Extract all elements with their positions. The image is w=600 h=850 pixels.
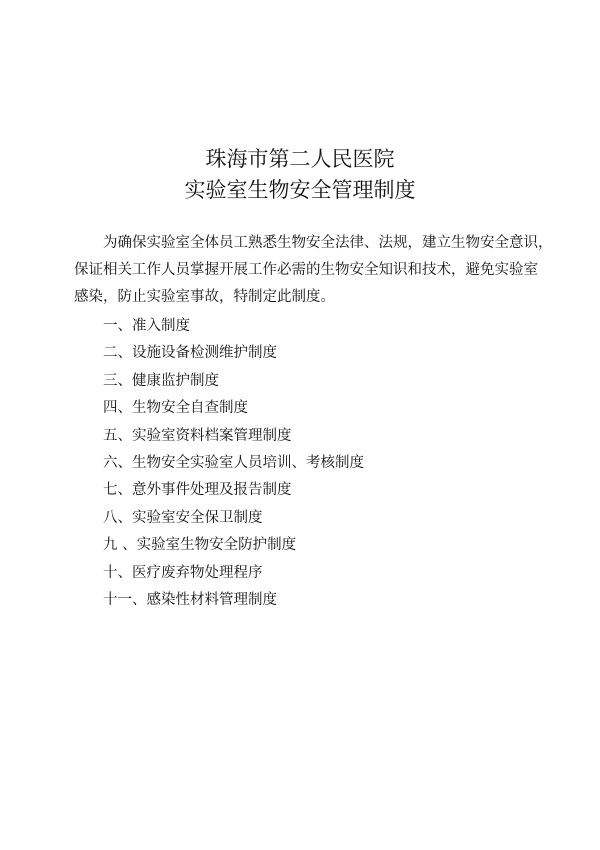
list-item: 八、实验室安全保卫制度 (103, 509, 263, 526)
list-item: 十一、感染性材料管理制度 (103, 592, 277, 609)
list-item: 一、准入制度 (103, 318, 190, 334)
hospital-name: 珠海市第二人民医院 (205, 147, 395, 171)
list-item: 六、生物安全实验室人员培训、考核制度 (103, 455, 364, 472)
intro-line: 为确保实验室全体员工熟悉生物安全法律、法规，建立生物安全意识， (103, 235, 553, 251)
list-item: 九 、实验室生物安全防护制度 (103, 537, 297, 554)
list-item: 三、健康监护制度 (103, 372, 219, 389)
list-item: 五、实验室资料档案管理制度 (103, 427, 292, 444)
regulation-title: 实验室生物安全管理制度 (184, 178, 416, 202)
intro-line: 保证相关工作人员掌握开展工作必需的生物安全知识和技术，避免实验室 (74, 262, 538, 278)
regulation-list (103, 313, 364, 614)
list-item: 二、设施设备检测维护制度 (103, 345, 277, 362)
list-item: 四、生物安全自查制度 (103, 400, 248, 417)
intro-paragraph (74, 230, 552, 311)
list-item: 七、意外事件处理及报告制度 (103, 482, 292, 499)
intro-line: 感染，防止实验室事故，特制定此制度。 (74, 289, 335, 305)
list-item: 十、医疗废弃物处理程序 (103, 564, 263, 581)
document-title (0, 144, 600, 206)
